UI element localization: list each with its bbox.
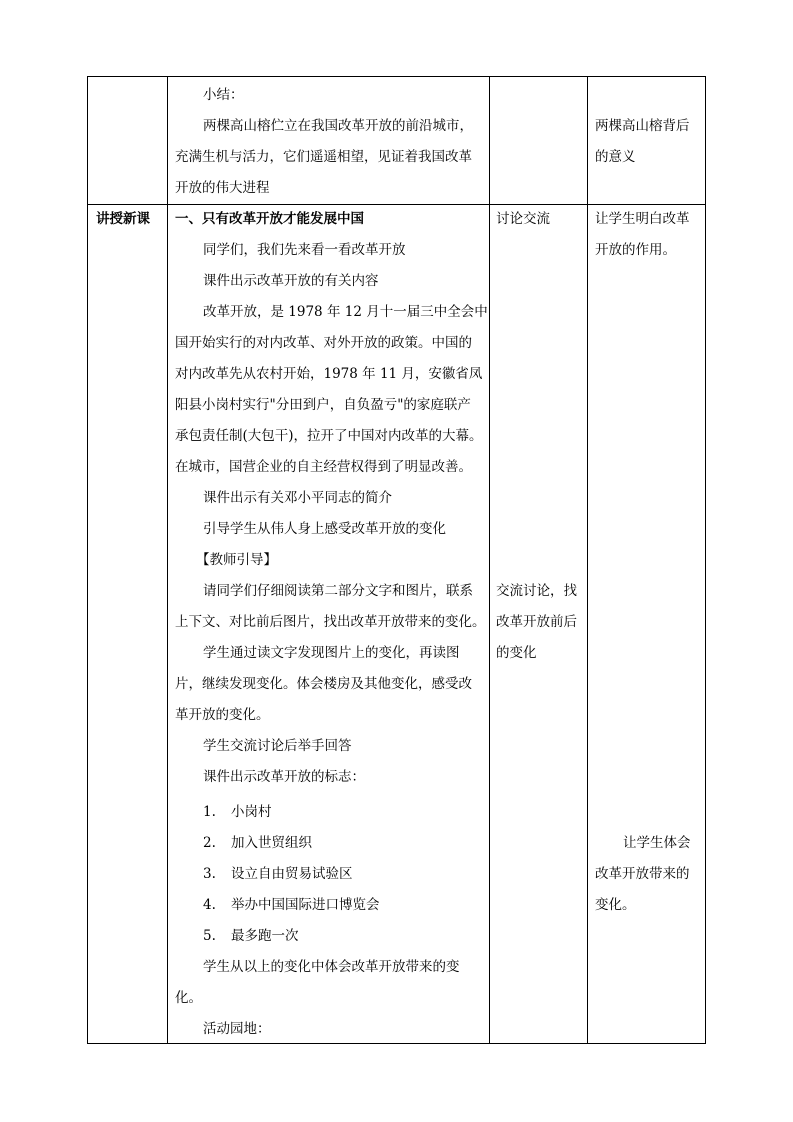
section-title: 一、只有改革开放才能发展中国: [175, 211, 364, 227]
intent-line: 两棵高山榕背后: [595, 118, 690, 134]
reform-paragraph-line: 改革开放，是 1978 年 12 月十一届三中全会中: [203, 304, 488, 320]
summary-line: 开放的伟大进程: [175, 180, 270, 196]
list-number: 3.: [203, 866, 216, 882]
activity-corner-label: 活动园地：: [203, 1021, 271, 1037]
list-number: 2.: [203, 835, 216, 851]
summary-paragraph-line: 化。: [175, 990, 202, 1006]
student-paragraph-line: 革开放的变化。: [175, 707, 270, 723]
column-divider: [489, 77, 490, 1043]
list-number: 4.: [203, 897, 216, 913]
guide-paragraph-line: 请同学们仔细阅读第二部分文字和图片，联系: [203, 583, 473, 599]
reform-paragraph-line: 阳县小岗村实行"分田到户，自负盈亏"的家庭联产: [175, 397, 471, 413]
reform-paragraph-line: 承包责任制(大包干)，拉开了中国对内改革的大幕。: [175, 428, 483, 444]
reform-paragraph-line: 在城市，国营企业的自主经营权得到了明显改善。: [175, 459, 472, 475]
summary-line: 充满生机与活力，它们遥遥相望，见证着我国改革: [175, 149, 472, 165]
content-paragraph: 同学们，我们先来看一看改革开放: [203, 242, 406, 258]
content-paragraph: 课件出示改革开放的有关内容: [203, 273, 379, 289]
content-paragraph: 课件出示改革开放的标志：: [203, 769, 365, 785]
intent-line: 的意义: [595, 149, 636, 165]
intent-text: 变化。: [595, 897, 636, 913]
column-divider: [167, 77, 168, 1043]
intent-text: 开放的作用。: [595, 242, 676, 258]
activity-text: 改革开放前后: [496, 614, 577, 630]
row-divider: [88, 204, 705, 205]
summary-line: 两棵高山榕伫立在我国改革开放的前沿城市，: [203, 118, 473, 134]
activity-text: 的变化: [496, 645, 537, 661]
intent-text: 让学生体会: [623, 835, 691, 851]
content-paragraph: 学生交流讨论后举手回答: [203, 738, 352, 754]
intent-text: 改革开放带来的: [595, 866, 690, 882]
lesson-plan-table: [87, 76, 706, 1044]
reform-paragraph-line: 国开始实行的对内改革、对外开放的政策。中国的: [175, 335, 472, 351]
reform-paragraph-line: 对内改革先从农村开始，1978 年 11 月，安徽省凤: [175, 366, 483, 382]
list-item: 小岗村: [231, 804, 272, 820]
list-item: 加入世贸组织: [231, 835, 312, 851]
content-paragraph: 课件出示有关邓小平同志的简介: [203, 490, 392, 506]
stage-label: 讲授新课: [96, 211, 150, 227]
student-paragraph-line: 学生通过读文字发现图片上的变化，再读图: [203, 645, 460, 661]
student-paragraph-line: 片，继续发现变化。体会楼房及其他变化，感受改: [175, 676, 472, 692]
summary-paragraph-line: 学生从以上的变化中体会改革开放带来的变: [203, 959, 460, 975]
content-paragraph: 引导学生从伟人身上感受改革开放的变化: [203, 521, 446, 537]
list-item: 最多跑一次: [231, 928, 299, 944]
list-number: 5.: [203, 928, 216, 944]
activity-text: 讨论交流: [496, 211, 550, 227]
list-number: 1.: [203, 804, 216, 820]
activity-text: 交流讨论，找: [496, 583, 577, 599]
summary-heading: 小结：: [203, 87, 244, 103]
intent-text: 让学生明白改革: [595, 211, 690, 227]
guide-paragraph-line: 上下文、对比前后图片，找出改革开放带来的变化。: [175, 614, 486, 630]
column-divider: [587, 77, 588, 1043]
list-item: 举办中国国际进口博览会: [231, 897, 380, 913]
list-item: 设立自由贸易试验区: [231, 866, 353, 882]
teacher-guide-label: 【教师引导】: [196, 552, 277, 568]
